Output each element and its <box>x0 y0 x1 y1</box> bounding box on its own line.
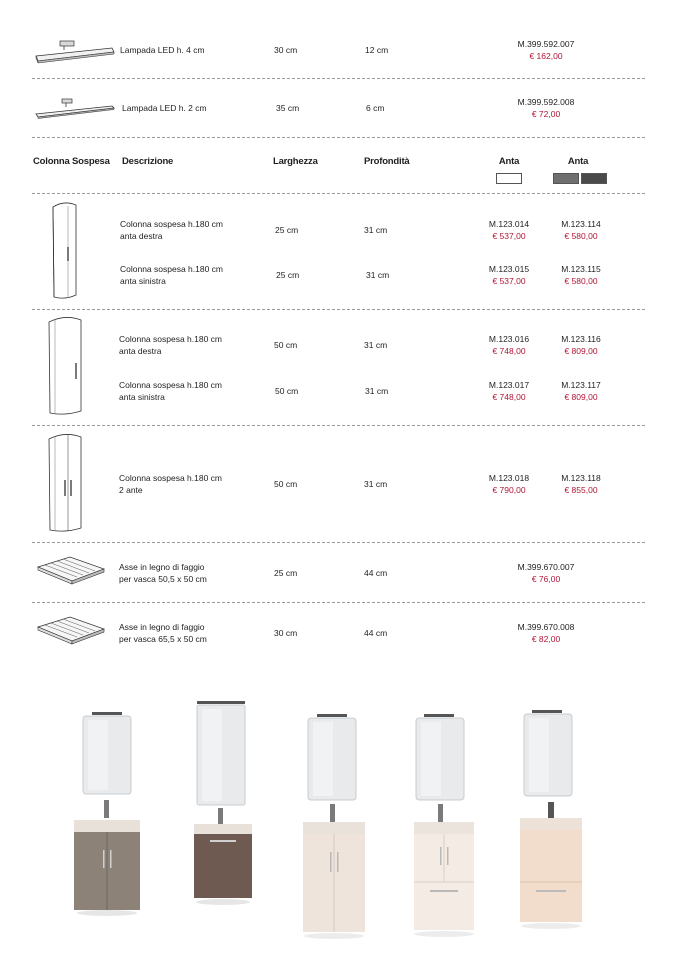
board-2-code: M.399.670.008 <box>517 622 575 632</box>
board-1-depth: 44 cm <box>364 568 388 578</box>
column-3-width: 50 cm <box>274 340 298 350</box>
column-1-depth: 31 cm <box>364 225 388 235</box>
column-2-code-white: M.123.015 <box>488 264 530 274</box>
column-2-line2: anta sinistra <box>120 276 166 286</box>
vanity-photo-peach <box>508 708 588 938</box>
column-4-line1: Colonna sospesa h.180 cm <box>119 380 223 390</box>
column-4-price-white: € 748,00 <box>492 392 526 402</box>
column-4-width: 50 cm <box>275 386 299 396</box>
column-3-code-white: M.123.016 <box>488 334 530 344</box>
column-2-width: 25 cm <box>276 270 300 280</box>
header-anta-1: Anta <box>498 156 520 167</box>
beech-board-1-drawing <box>36 555 106 587</box>
lamp-2-width: 35 cm <box>276 103 300 113</box>
row-divider <box>32 542 645 543</box>
column-3-price-grey: € 809,00 <box>564 346 598 356</box>
column-1-code-white: M.123.014 <box>488 219 530 229</box>
vanity-photo-ivory <box>400 712 480 942</box>
board-2-line2: per vasca 65,5 x 50 cm <box>119 634 207 644</box>
column-5-depth: 31 cm <box>364 479 388 489</box>
lamp-2-depth: 6 cm <box>366 103 385 113</box>
column-4-depth: 31 cm <box>365 386 389 396</box>
lamp-1-width: 30 cm <box>274 45 298 55</box>
lamp-1-depth: 12 cm <box>365 45 389 55</box>
lamp-1-description: Lampada LED h. 4 cm <box>120 45 205 55</box>
lamp-1-price: € 162,00 <box>529 51 563 61</box>
header-width: Larghezza <box>273 156 318 167</box>
column-5-code-white: M.123.018 <box>488 473 530 483</box>
lamp-1-code: M.399.592.007 <box>517 39 575 49</box>
vanity-photo-taupe <box>68 710 148 920</box>
column-50cm-drawing <box>45 313 85 419</box>
row-divider <box>32 78 645 79</box>
column-2-depth: 31 cm <box>366 270 390 280</box>
led-lamp-2cm-drawing <box>34 95 116 121</box>
board-2-price: € 82,00 <box>531 634 561 644</box>
column-4-code-white: M.123.017 <box>488 380 530 390</box>
column-3-line2: anta destra <box>119 346 162 356</box>
column-5-price-white: € 790,00 <box>492 485 526 495</box>
column-4-line2: anta sinistra <box>119 392 165 402</box>
header-description: Descrizione <box>122 156 174 167</box>
column-1-price-grey: € 580,00 <box>564 231 598 241</box>
header-depth: Profondità <box>364 156 410 167</box>
vanity-photo-brown <box>180 700 260 915</box>
column-1-width: 25 cm <box>275 225 299 235</box>
board-2-width: 30 cm <box>274 628 298 638</box>
board-2-depth: 44 cm <box>364 628 388 638</box>
led-lamp-4cm-drawing <box>34 38 116 66</box>
column-5-width: 50 cm <box>274 479 298 489</box>
column-2-line1: Colonna sospesa h.180 cm <box>120 264 224 274</box>
column-25cm-drawing <box>50 199 80 303</box>
board-1-line2: per vasca 50,5 x 50 cm <box>119 574 207 584</box>
column-5-line1: Colonna sospesa h.180 cm <box>119 473 223 483</box>
column-1-price-white: € 537,00 <box>492 231 526 241</box>
header-anta-2: Anta <box>567 156 589 167</box>
column-1-line1: Colonna sospesa h.180 cm <box>120 219 224 229</box>
header-product: Colonna Sospesa <box>33 156 110 167</box>
column-1-line2: anta destra <box>120 231 163 241</box>
beech-board-2-drawing <box>36 615 106 647</box>
swatch-dark <box>581 173 607 184</box>
vanity-photo-cream <box>293 712 373 942</box>
row-divider <box>32 193 645 194</box>
column-4-code-grey: M.123.117 <box>561 380 601 390</box>
board-1-price: € 76,00 <box>531 574 561 584</box>
row-divider <box>32 309 645 310</box>
column-3-price-white: € 748,00 <box>492 346 526 356</box>
column-5-code-grey: M.123.118 <box>561 473 601 483</box>
column-3-depth: 31 cm <box>364 340 388 350</box>
column-2-code-grey: M.123.115 <box>561 264 601 274</box>
column-4-price-grey: € 809,00 <box>564 392 598 402</box>
column-2-price-white: € 537,00 <box>492 276 526 286</box>
board-1-line1: Asse in legno di faggio <box>119 562 205 572</box>
column-2-price-grey: € 580,00 <box>564 276 598 286</box>
column-1-code-grey: M.123.114 <box>561 219 601 229</box>
board-2-line1: Asse in legno di faggio <box>119 622 205 632</box>
column-5-price-grey: € 855,00 <box>564 485 598 495</box>
board-1-width: 25 cm <box>274 568 298 578</box>
swatch-white <box>496 173 522 184</box>
swatch-grey <box>553 173 579 184</box>
row-divider <box>32 137 645 138</box>
row-divider <box>32 425 645 426</box>
board-1-code: M.399.670.007 <box>517 562 575 572</box>
row-divider <box>32 602 645 603</box>
lamp-2-description: Lampada LED h. 2 cm <box>122 103 207 113</box>
column-3-code-grey: M.123.116 <box>561 334 601 344</box>
lamp-2-price: € 72,00 <box>531 109 561 119</box>
column-3-line1: Colonna sospesa h.180 cm <box>119 334 223 344</box>
column-5-line2: 2 ante <box>119 485 143 495</box>
column-2-doors-drawing <box>45 430 85 536</box>
lamp-2-code: M.399.592.008 <box>517 97 575 107</box>
